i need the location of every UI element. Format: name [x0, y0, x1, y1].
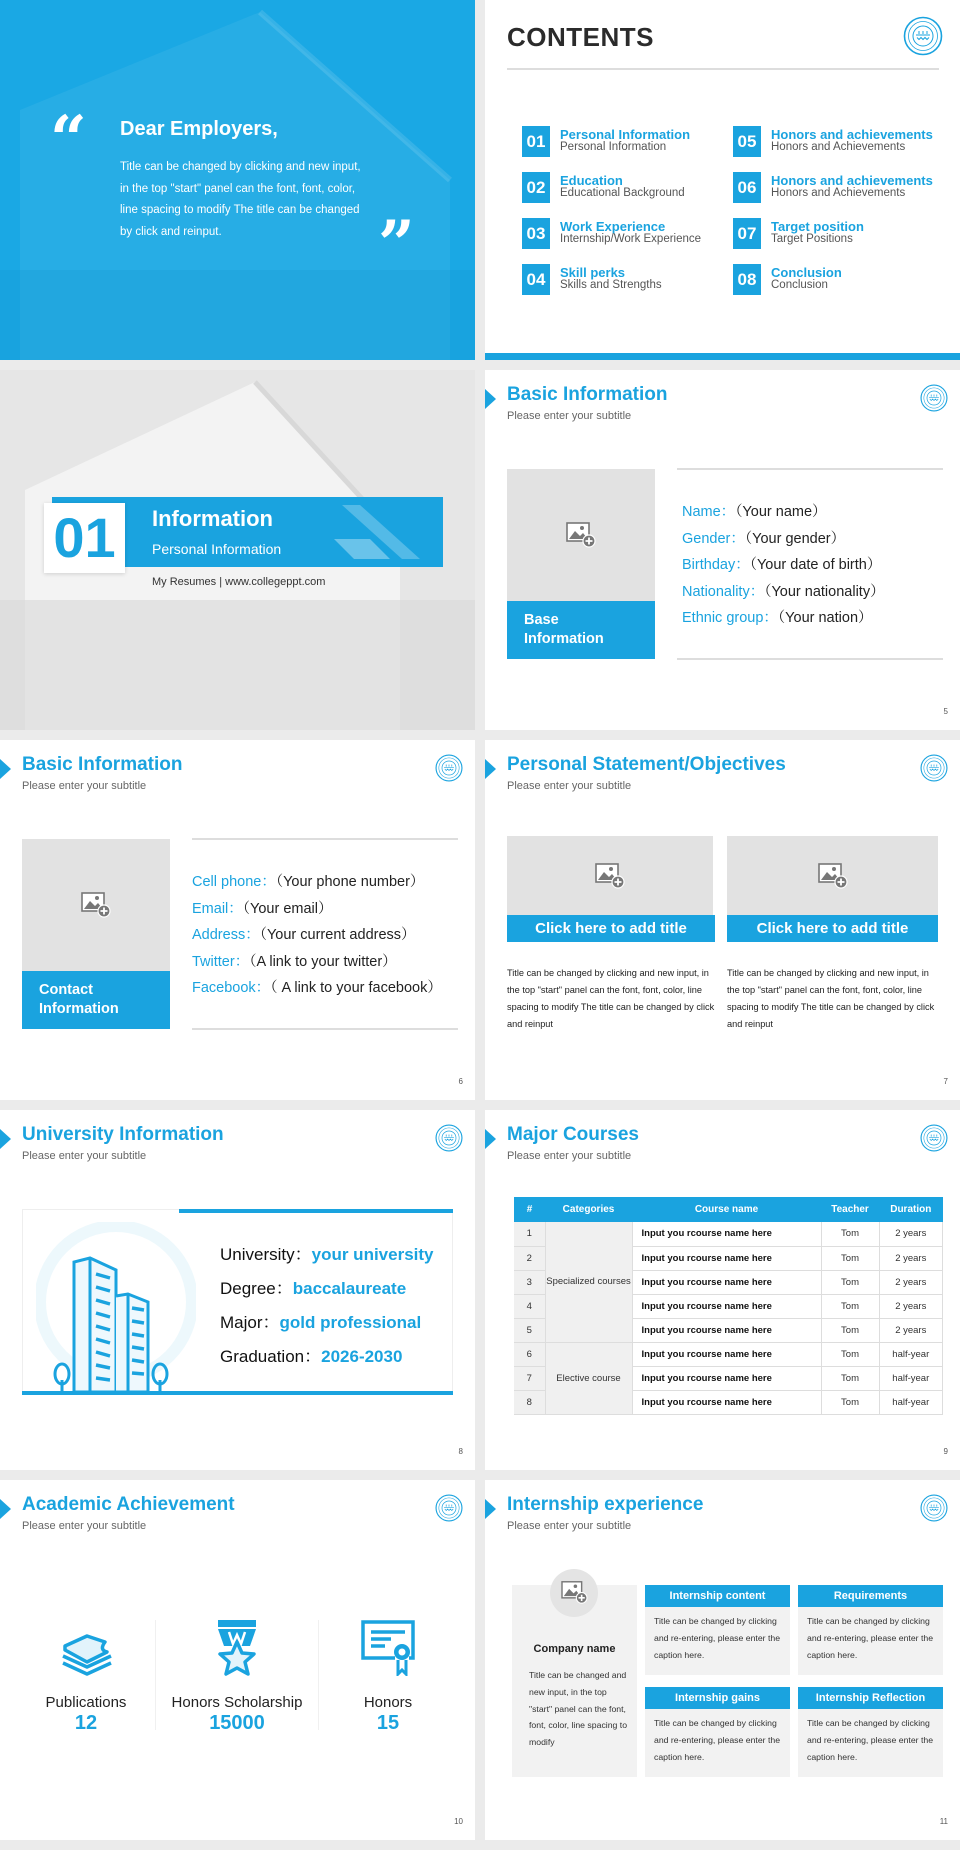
cell-duration[interactable]: 2 years — [879, 1318, 942, 1342]
toc-subtitle: Skills and Strengths — [560, 279, 662, 291]
cell-number: 2 — [514, 1246, 545, 1270]
toc-number: 07 — [733, 218, 761, 249]
section-footer[interactable]: My Resumes | www.collegeppt.com — [152, 576, 326, 588]
toc-subtitle: Personal Information — [560, 141, 667, 153]
toc-title: Work Experience — [560, 219, 666, 234]
photo-caption[interactable] — [22, 971, 170, 1029]
cell-duration[interactable]: half-year — [879, 1342, 942, 1366]
toc-title: Personal Information — [560, 127, 691, 142]
close-quote-icon: ” — [378, 207, 415, 282]
add-image-icon[interactable] — [595, 862, 625, 890]
stack-papers-icon — [57, 1620, 115, 1676]
page-number: 6 — [458, 1077, 463, 1086]
page-number: 7 — [943, 1077, 948, 1086]
field-value[interactable]: gold professional — [279, 1313, 422, 1332]
section-number: 01 — [53, 506, 116, 569]
cell-teacher[interactable]: Tom — [821, 1222, 879, 1246]
column-header: Course name — [632, 1197, 821, 1222]
achievement-label: Publications — [45, 1694, 127, 1711]
toc-subtitle: Educational Background — [560, 187, 685, 199]
greeting-body[interactable]: Title can be changed by clicking and new input, in the top "start" panel can the font, font, color, line spacing to modify The title can be changed by click and reinput. — [120, 161, 361, 238]
page-number: 10 — [454, 1817, 463, 1826]
slide-subtitle[interactable]: Please enter your subtitle — [22, 780, 147, 792]
photo-placeholder[interactable] — [22, 839, 170, 971]
toc-title: Target position — [771, 219, 864, 234]
slide-title[interactable]: Basic Information — [22, 754, 183, 775]
toc-number: 05 — [733, 126, 761, 157]
info-row[interactable] — [682, 500, 885, 527]
column-header: Categories — [545, 1197, 632, 1222]
detail-row[interactable] — [220, 1240, 434, 1274]
accent-bar — [485, 353, 960, 360]
slide-contact-information[interactable] — [0, 740, 475, 1100]
cell-course-name[interactable]: Input you rcourse name here — [632, 1222, 821, 1246]
achievement-label: Honors Scholarship — [171, 1694, 303, 1711]
box-body[interactable]: Title can be changed by clicking and re-entering, please enter the caption here. — [654, 1616, 781, 1660]
section-title[interactable]: Information — [152, 506, 273, 531]
info-box-requirements[interactable] — [798, 1585, 943, 1675]
field-label: Gender： — [682, 530, 745, 547]
slide-title[interactable]: Major Courses — [507, 1124, 639, 1145]
info-row[interactable] — [682, 553, 885, 580]
info-list — [682, 500, 885, 633]
cell-duration[interactable]: half-year — [879, 1366, 942, 1390]
field-label: Graduation： — [220, 1347, 322, 1366]
toc-subtitle: Internship/Work Experience — [560, 233, 702, 245]
toc-item[interactable] — [733, 218, 933, 264]
toc-item[interactable] — [733, 172, 933, 218]
table-header-row — [514, 1197, 943, 1222]
field-value[interactable]: （Your email） — [242, 900, 333, 917]
university-seal-icon — [435, 1494, 463, 1522]
image-placeholder[interactable] — [507, 836, 713, 915]
achievement-value[interactable]: 12 — [74, 1712, 98, 1734]
info-row[interactable] — [192, 950, 442, 977]
university-seal-icon — [435, 754, 463, 782]
add-image-icon[interactable] — [561, 1580, 588, 1605]
box-body[interactable]: Title can be changed by clicking and re-entering, please enter the caption here. — [807, 1718, 934, 1762]
achievement-scholarship[interactable] — [162, 1620, 312, 1735]
slide-internship-experience[interactable] — [485, 1480, 960, 1840]
arrow-marker-icon — [485, 759, 496, 779]
cell-number: 1 — [514, 1222, 545, 1246]
certificate-icon — [359, 1620, 417, 1676]
cell-duration[interactable]: 2 years — [879, 1270, 942, 1294]
field-value[interactable]: your university — [311, 1245, 434, 1264]
field-value[interactable]: （Your date of birth） — [749, 557, 882, 573]
toc-item[interactable] — [522, 172, 722, 218]
info-box-internship-content[interactable] — [645, 1585, 790, 1675]
field-value[interactable]: （Your nationality） — [764, 583, 885, 600]
field-label: Birthday： — [682, 557, 750, 573]
slide-university-information[interactable] — [0, 1110, 475, 1470]
slide-title[interactable]: Personal Statement/Objectives — [507, 754, 786, 775]
slide-title[interactable]: Internship experience — [507, 1494, 704, 1515]
info-row[interactable] — [682, 527, 885, 554]
cell-teacher[interactable]: Tom — [821, 1366, 879, 1390]
cell-course-name[interactable]: Input you rcourse name here — [632, 1294, 821, 1318]
accent-bar — [179, 1209, 453, 1213]
cell-category[interactable]: Elective course — [545, 1342, 632, 1414]
info-box-internship-gains[interactable] — [645, 1687, 790, 1777]
image-placeholder[interactable] — [727, 836, 938, 915]
toc-column-left — [522, 126, 722, 310]
greeting-title[interactable]: Dear Employers, — [120, 118, 278, 140]
arrow-marker-icon — [485, 1499, 496, 1519]
slide-academic-achievement[interactable] — [0, 1480, 475, 1840]
field-value[interactable]: （Your nation） — [777, 610, 873, 626]
card-body[interactable]: Title can be changed by clicking and new input, in the top "start" panel can the font, font, color, line spacing to modify The title can be changed by click and reinput — [727, 968, 935, 1029]
field-label: Major： — [220, 1313, 280, 1332]
caption-line: Information — [524, 631, 604, 647]
achievement-label: Honors — [363, 1694, 413, 1711]
info-row[interactable] — [192, 897, 442, 924]
page-number: 8 — [458, 1447, 463, 1456]
slide-section-divider[interactable] — [0, 370, 475, 730]
cell-category[interactable]: Specialized courses — [545, 1222, 632, 1342]
card-body[interactable]: Title can be changed by clicking and new input, in the top "start" panel can the font, font, color, line spacing to modify The title can be changed by click and reinput — [507, 968, 715, 1029]
field-label: Address： — [192, 927, 260, 943]
column-header: Teacher — [821, 1197, 879, 1222]
slide-subtitle[interactable]: Please enter your subtitle — [22, 1150, 147, 1162]
info-row[interactable] — [192, 870, 442, 897]
photo-placeholder[interactable] — [507, 469, 655, 601]
slide-subtitle[interactable]: Please enter your subtitle — [507, 1520, 632, 1532]
detail-row[interactable] — [220, 1308, 434, 1342]
page-number: 9 — [943, 1447, 948, 1456]
info-row[interactable] — [192, 976, 442, 1003]
courses-table — [514, 1197, 943, 1415]
divider — [192, 838, 458, 840]
toc-column-right — [733, 126, 933, 310]
info-row[interactable] — [682, 580, 885, 607]
slide-major-courses[interactable] — [485, 1110, 960, 1470]
cell-teacher[interactable]: Tom — [821, 1270, 879, 1294]
toc-subtitle: Honors and Achievements — [771, 187, 906, 199]
cell-duration[interactable]: half-year — [879, 1390, 942, 1414]
cell-course-name[interactable]: Input you rcourse name here — [632, 1342, 821, 1366]
field-value[interactable]: baccalaureate — [292, 1279, 407, 1298]
caption-line: Information — [39, 1001, 119, 1017]
detail-row[interactable] — [220, 1274, 434, 1308]
page-number: 11 — [939, 1817, 948, 1826]
university-seal-icon — [903, 16, 943, 56]
info-box-internship-reflection[interactable] — [798, 1687, 943, 1777]
box-body[interactable]: Title can be changed by clicking and re-entering, please enter the caption here. — [654, 1718, 781, 1762]
cell-course-name[interactable]: Input you rcourse name here — [632, 1270, 821, 1294]
cell-number: 8 — [514, 1390, 545, 1414]
divider — [192, 1028, 458, 1030]
cell-course-name[interactable]: Input you rcourse name here — [632, 1366, 821, 1390]
arrow-marker-icon — [0, 1129, 11, 1149]
achievement-honors[interactable] — [313, 1620, 463, 1735]
page-number: 5 — [943, 707, 948, 716]
field-value[interactable]: （Your name） — [735, 504, 827, 520]
arrow-marker-icon — [485, 1129, 496, 1149]
toc-item[interactable] — [522, 126, 722, 172]
company-description[interactable]: Title can be changed and new input, in the top "start" panel can the font, font, color, line spacing to modify — [529, 1670, 628, 1748]
cell-course-name[interactable]: Input you rcourse name here — [632, 1246, 821, 1270]
slide-contents[interactable] — [485, 0, 960, 360]
slide-title[interactable]: Basic Information — [507, 384, 668, 405]
box-body[interactable]: Title can be changed by clicking and re-entering, please enter the caption here. — [807, 1616, 934, 1660]
arrow-marker-icon — [485, 389, 496, 409]
university-seal-icon — [920, 754, 948, 782]
field-value[interactable]: （Your current address） — [259, 927, 416, 943]
university-seal-icon — [920, 1494, 948, 1522]
add-image-icon[interactable] — [818, 862, 848, 890]
slide-subtitle[interactable]: Please enter your subtitle — [507, 1150, 632, 1162]
box-title: Internship Reflection — [798, 1687, 943, 1709]
achievement-value[interactable]: 15 — [376, 1712, 400, 1734]
university-buildings-icon — [36, 1222, 196, 1392]
field-label: Name： — [682, 504, 736, 520]
cell-teacher[interactable]: Tom — [821, 1294, 879, 1318]
box-title: Internship gains — [645, 1687, 790, 1709]
box-title: Requirements — [798, 1585, 943, 1607]
open-quote-icon: “ — [50, 102, 87, 177]
cell-number: 3 — [514, 1270, 545, 1294]
cell-teacher[interactable]: Tom — [821, 1342, 879, 1366]
field-label: Degree： — [220, 1279, 293, 1298]
cell-duration[interactable]: 2 years — [879, 1222, 942, 1246]
slide-title[interactable]: Academic Achievement — [22, 1494, 235, 1515]
toc-subtitle: Target Positions — [771, 233, 853, 245]
cell-course-name[interactable]: Input you rcourse name here — [632, 1390, 821, 1414]
toc-item[interactable] — [522, 218, 722, 264]
cell-number: 6 — [514, 1342, 545, 1366]
company-logo-placeholder[interactable] — [550, 1569, 598, 1617]
field-value[interactable]: （Your gender） — [744, 530, 846, 547]
slide-cover[interactable] — [0, 0, 475, 360]
caption-line: Base — [524, 612, 559, 628]
cell-teacher[interactable]: Tom — [821, 1318, 879, 1342]
toc-title: Honors and achievements — [771, 173, 933, 188]
box-title: Internship content — [645, 1585, 790, 1607]
add-image-icon[interactable] — [81, 891, 111, 919]
divider — [677, 468, 943, 470]
contents-title[interactable]: CONTENTS — [507, 22, 654, 52]
column-header: Duration — [879, 1197, 942, 1222]
card-title-button[interactable]: Click here to add title — [507, 915, 715, 942]
info-list — [192, 870, 442, 1003]
toc-number: 02 — [522, 172, 550, 203]
photo-caption[interactable] — [507, 601, 655, 659]
field-label: Cell phone： — [192, 874, 276, 890]
toc-number: 06 — [733, 172, 761, 203]
slide-personal-statement[interactable] — [485, 740, 960, 1100]
slide-subtitle[interactable]: Please enter your subtitle — [507, 410, 632, 422]
cell-duration[interactable]: 2 years — [879, 1294, 942, 1318]
medal-star-icon — [208, 1620, 266, 1676]
toc-number: 08 — [733, 264, 761, 295]
cell-number: 7 — [514, 1366, 545, 1390]
cell-course-name[interactable]: Input you rcourse name here — [632, 1318, 821, 1342]
add-image-icon[interactable] — [566, 521, 596, 549]
table-row[interactable] — [514, 1342, 943, 1366]
toc-title: Honors and achievements — [771, 127, 933, 142]
toc-subtitle: Honors and Achievements — [771, 141, 906, 153]
table-row[interactable] — [514, 1222, 943, 1246]
card-title-button[interactable]: Click here to add title — [727, 915, 938, 942]
toc-number: 01 — [522, 126, 550, 157]
field-value[interactable]: （Your phone number） — [275, 874, 425, 890]
accent-bar — [22, 1391, 453, 1395]
achievement-value[interactable]: 15000 — [209, 1712, 265, 1734]
toc-number: 04 — [522, 264, 550, 295]
divider — [677, 658, 943, 660]
achievement-publications[interactable] — [11, 1620, 161, 1735]
university-seal-icon — [435, 1124, 463, 1152]
section-subtitle[interactable]: Personal Information — [152, 541, 282, 557]
toc-item[interactable] — [733, 126, 933, 172]
field-label: Email： — [192, 900, 243, 917]
slide-subtitle[interactable]: Please enter your subtitle — [22, 1520, 147, 1532]
section-number-box — [44, 503, 125, 573]
slide-subtitle[interactable]: Please enter your subtitle — [507, 780, 632, 792]
cell-number: 5 — [514, 1318, 545, 1342]
university-details — [220, 1240, 434, 1376]
toc-item[interactable] — [522, 264, 722, 310]
university-seal-icon — [920, 384, 948, 412]
divider — [155, 1620, 156, 1730]
cell-teacher[interactable]: Tom — [821, 1390, 879, 1414]
caption-line: Contact — [39, 982, 93, 998]
toc-title: Skill perks — [560, 265, 626, 280]
cell-teacher[interactable]: Tom — [821, 1246, 879, 1270]
cell-duration[interactable]: 2 years — [879, 1246, 942, 1270]
field-label: University： — [220, 1245, 312, 1264]
diagonal-decor-icon — [334, 505, 429, 565]
column-header: # — [514, 1197, 545, 1222]
toc-number: 03 — [522, 218, 550, 249]
arrow-marker-icon — [0, 1499, 11, 1519]
slide-basic-information[interactable] — [485, 370, 960, 730]
field-value[interactable]: 2026-2030 — [321, 1347, 403, 1366]
field-label: Twitter： — [192, 953, 250, 970]
field-label: Facebook： — [192, 980, 271, 996]
field-label: Nationality： — [682, 583, 765, 600]
detail-row[interactable] — [220, 1342, 434, 1376]
field-value[interactable]: （A link to your twitter） — [249, 953, 397, 970]
field-value[interactable]: （ A link to your facebook） — [270, 980, 442, 996]
divider — [507, 68, 939, 70]
slide-title[interactable]: University Information — [22, 1124, 224, 1145]
toc-title: Education — [560, 173, 623, 188]
toc-title: Conclusion — [771, 265, 842, 280]
arrow-marker-icon — [0, 759, 11, 779]
cell-number: 4 — [514, 1294, 545, 1318]
company-name[interactable]: Company name — [533, 1643, 616, 1655]
info-row[interactable] — [682, 606, 885, 633]
toc-item[interactable] — [733, 264, 933, 310]
field-label: Ethnic group： — [682, 610, 778, 626]
info-row[interactable] — [192, 923, 442, 950]
toc-subtitle: Conclusion — [771, 279, 828, 291]
university-seal-icon — [920, 1124, 948, 1152]
